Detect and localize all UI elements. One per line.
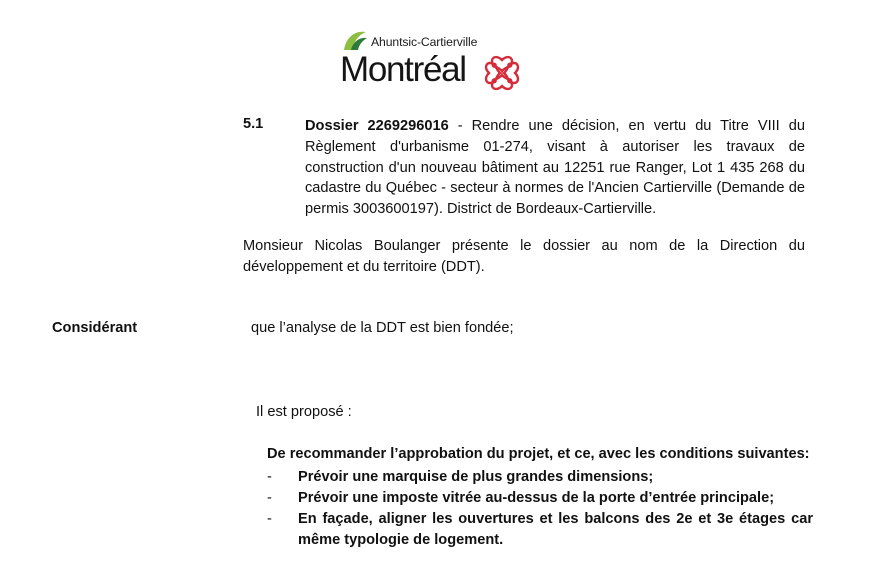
condition-item: [267, 509, 813, 551]
item-description: [305, 116, 805, 220]
dossier-number: Dossier 2269296016: [305, 118, 449, 134]
item-number: 5.1: [243, 116, 264, 132]
borough-name: Ahuntsic-Cartierville: [371, 35, 478, 49]
rosette-icon: [483, 54, 521, 92]
condition-text: Prévoir une marquise de plus grandes dimensions;: [298, 469, 654, 485]
condition-item: [267, 467, 813, 488]
considering-text: que l’analyse de la DDT est bien fondée;: [251, 320, 514, 336]
condition-text: En façade, aligner les ouvertures et les balcons des 2e et 3e étages car même typologie de logement.: [298, 511, 813, 548]
recommendation: De recommander l’approbation du projet, et ce, avec les conditions suivantes:: [267, 446, 810, 462]
dossier-text: - Rendre une décision, en vertu du Titre VIII du Règlement d'urbanisme 01-274, visant à autoriser les travaux de construction d'un nouveau bâtiment au 12251 rue Ranger, Lot 1 435 268 du cadastre du Québec - secteur à normes de l'Ancien Cartierville (Demande de permis 3003600197). District de Bordeaux-Cartierville.: [305, 118, 805, 218]
condition-item: [267, 488, 813, 509]
conditions-list: [267, 467, 813, 551]
city-name: Montréal: [340, 50, 466, 89]
considering-label: Considérant: [52, 320, 138, 336]
bullet-dash: -: [267, 469, 272, 485]
proposal-intro: Il est proposé :: [256, 404, 352, 420]
montreal-logo: [340, 26, 530, 92]
presentation-paragraph: Monsieur Nicolas Boulanger présente le dossier au nom de la Direction du développement et du territoire (DDT).: [243, 238, 805, 275]
condition-text: Prévoir une imposte vitrée au-dessus de la porte d’entrée principale;: [298, 490, 775, 506]
leaf-icon: [342, 28, 368, 52]
bullet-dash: -: [267, 511, 272, 527]
bullet-dash: -: [267, 490, 272, 506]
